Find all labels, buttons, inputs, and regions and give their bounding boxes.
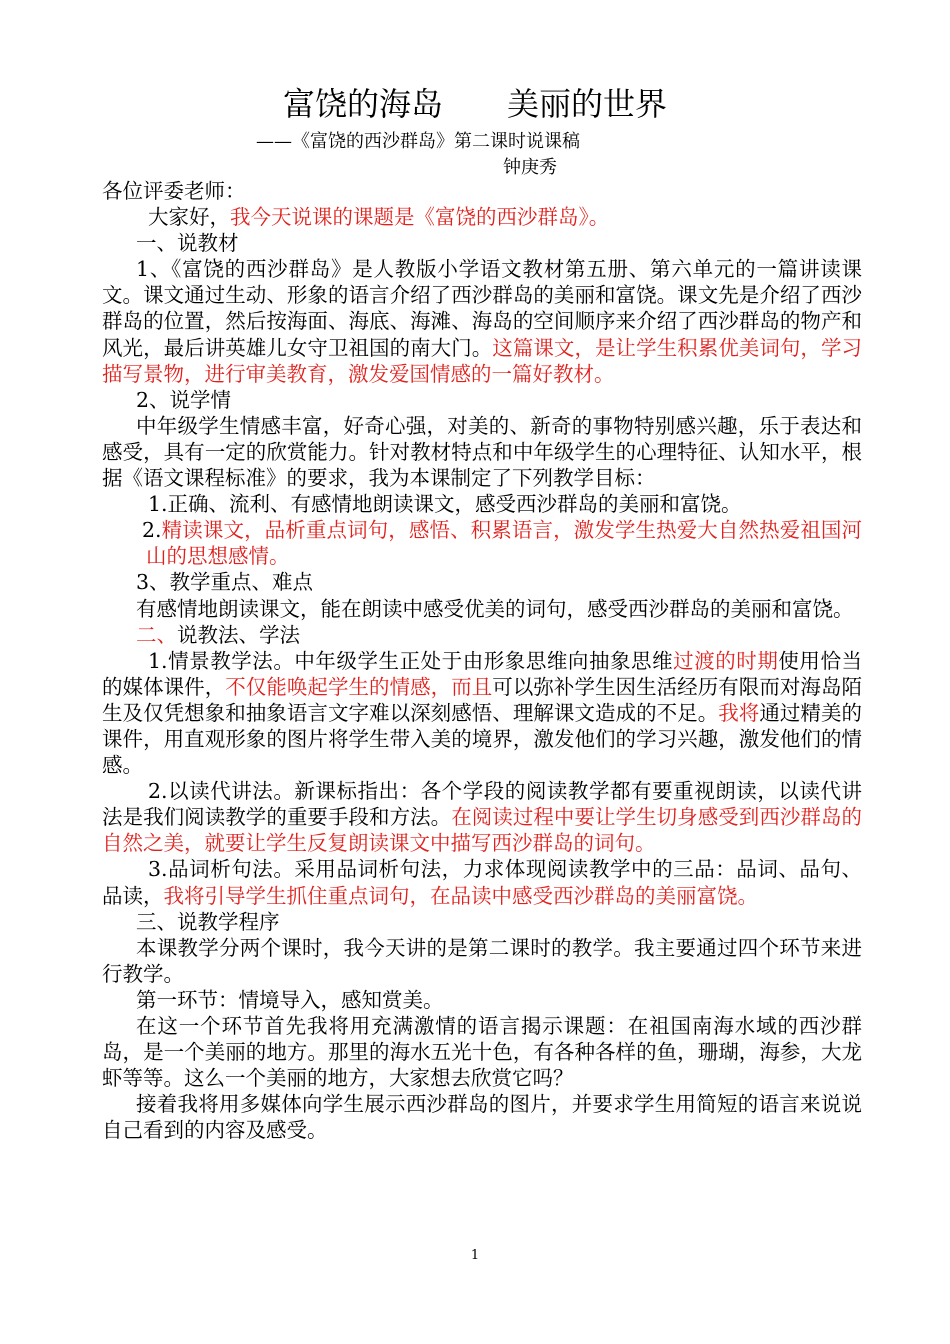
methods-number: 二、 (136, 622, 177, 647)
method-3-paragraph (102, 856, 862, 908)
method-2-highlight: 在阅读过程中要让学生切身感受到西沙群岛的自然之美，就要让学生反复朗读课文中描写西沙群岛的词句。 (102, 805, 863, 856)
methods-title: 说教法、学法 (177, 622, 300, 647)
method-2-paragraph (102, 778, 862, 856)
greeting: 各位评委老师： (102, 179, 246, 203)
textbook-highlight: 这篇课文，是让学生积累优美词句，学习描写景物，进行审美教育，激发爱国情感的一篇好教材。 (102, 335, 863, 386)
procedure-paragraph: 本课教学分两个课时，我今天讲的是第二课时的教学。我主要通过四个环节来进行教学。 (102, 935, 862, 986)
step-1-heading: 第一环节：情境导入，感知赏美。 (136, 987, 444, 1012)
method-1-paragraph (102, 648, 862, 778)
section-heading-methods (102, 622, 862, 648)
goal-item-2-number: 2. (142, 518, 162, 543)
intro-text: 大家好， (148, 205, 230, 230)
author-name: 钟庚秀 (503, 157, 557, 178)
method-1-highlight-a: 过渡的时期 (673, 648, 779, 673)
method-1-highlight-b: 不仅能唤起学生的情感，而且 (225, 674, 493, 699)
goal-item-1: 1.正确、流利、有感情地朗读课文，感受西沙群岛的美丽和富饶。 (148, 492, 742, 517)
section-heading-procedure: 三、说教学程序 (136, 909, 280, 934)
document-title: 富饶的海岛 美丽的世界 (282, 85, 667, 123)
students-paragraph: 中年级学生情感丰富，好奇心强，对美的、新奇的事物特别感兴趣，乐于表达和感受，具有一定的欣赏能力。针对教材特点和中年级学生的心理特征、认知水平，根据《语文课程标准》的要求，我为本课制定了下列教学目标： (102, 413, 862, 491)
goal-item-2-highlight: 精读课文，品析重点词句，感悟、积累语言，激发学生热爱大自然热爱祖国河山的思想感情。 (146, 518, 862, 569)
section-heading-focus: 3、教学重点、难点 (136, 570, 314, 595)
textbook-text: 1、《富饶的西沙群岛》是人教版小学语文教材第五册、第六单元的一篇讲读课文。课文通过生动、形象的语言介绍了西沙群岛的美丽和富饶。课文先是介绍了西沙群岛的位置，然后按海面、海底、海滩、海岛的空间顺序来介绍了西沙群岛的物产和风光，最后讲英雄儿女守卫祖国的南大门。 (102, 257, 862, 360)
method-1-text-b: 使用恰当的媒体课件， (102, 648, 863, 699)
page-number: 1 (470, 1248, 480, 1263)
step-1-paragraph: 在这一个环节首先我将用充满激情的语言揭示课题：在祖国南海水域的西沙群岛，是一个美丽的地方。那里的海水五光十色，有各种各样的鱼，珊瑚，海参，大龙虾等等。这么一个美丽的地方，大家想去欣赏它吗？ (102, 1014, 862, 1091)
focus-paragraph: 有感情地朗读课文，能在朗读中感受优美的词句，感受西沙群岛的美丽和富饶。 (136, 596, 854, 621)
method-1-text-a: 1.情景教学法。中年级学生正处于由形象思维向抽象思维 (148, 648, 674, 673)
textbook-paragraph (102, 256, 862, 386)
goal-item-2 (102, 517, 862, 569)
method-1-highlight-c: 我将 (718, 700, 760, 725)
section-heading-textbook: 一、说教材 (136, 231, 239, 256)
step-1-paragraph-2: 接着我将用多媒体向学生展示西沙群岛的图片，并要求学生用简短的语言来说说自己看到的内容及感受。 (102, 1092, 862, 1143)
method-1-text-d: 通过精美的课件，用直观形象的图片将学生带入美的境界，激发他们的学习兴趣，激发他们的情感。 (102, 700, 863, 778)
method-3-text: 3.品词析句法。采用品词析句法，力求体现阅读教学中的三品：品词、品句、品读， (102, 857, 862, 908)
method-3-highlight: 我将引导学生抓住重点词句，在品读中感受西沙群岛的美丽富饶。 (163, 883, 758, 908)
method-2-text: 2.以读代讲法。新课标指出：各个学段的阅读教学都有要重视朗读，以读代讲法是我们阅读教学的重要手段和方法。 (102, 779, 862, 830)
method-1-text-c: 可以弥补学生因生活经历有限而对海岛陌生及仅凭想象和抽象语言文字难以深刻感悟、理解课文造成的不足。 (102, 674, 863, 725)
intro-highlight: 我今天说课的课题是《富饶的西沙群岛》。 (230, 205, 610, 230)
document-body (102, 178, 862, 1143)
document-subtitle: ——《富饶的西沙群岛》第二课时说课稿 (256, 131, 580, 152)
section-heading-students: 2、说学情 (136, 387, 232, 412)
intro-paragraph (102, 204, 862, 230)
